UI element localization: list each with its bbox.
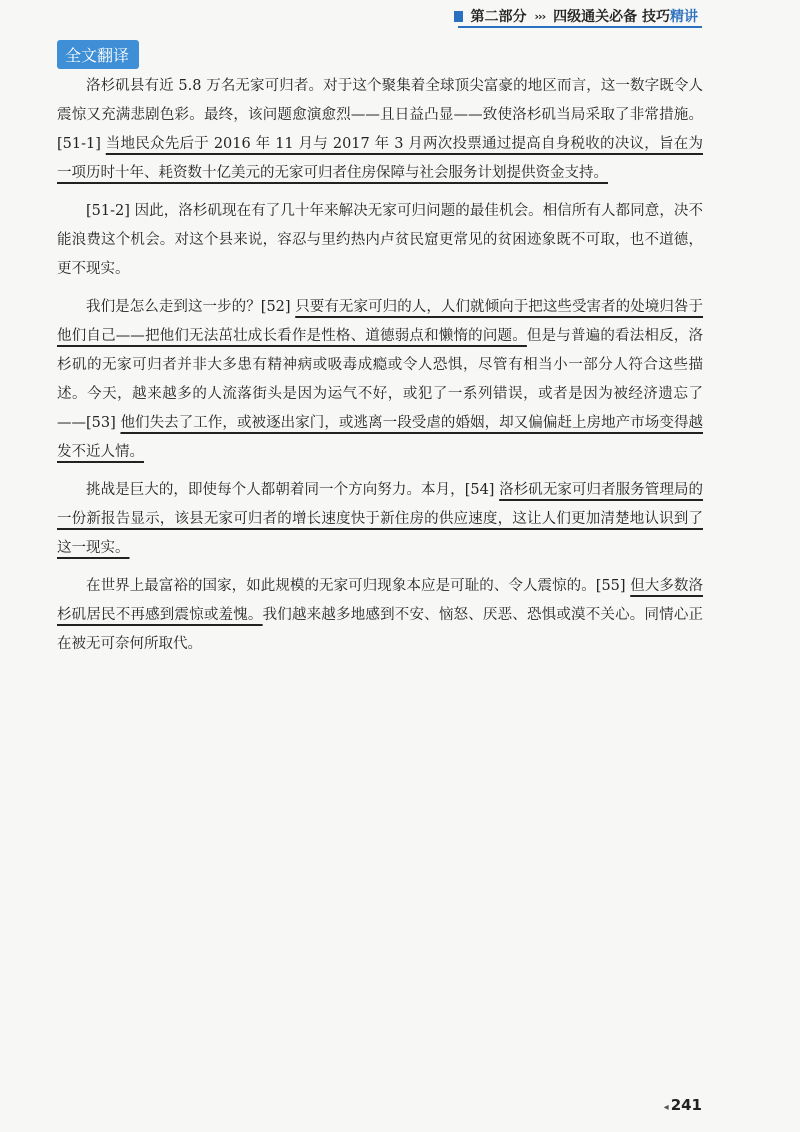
highlighted-sentence: 但大多数洛杉矶居民不再感到震惊或羞愧。	[57, 578, 703, 623]
body-text: [51-2] 因此，洛杉矶现在有了几十年来解决无家可归问题的最佳机会。相信所有人都同意，决不能浪费这个机会。对这个县来说，容忍与里约热内卢贫民窟更常见的贫困迹象既不可取，也不道德，更不现实。	[57, 203, 703, 277]
translation-body	[57, 72, 703, 668]
highlighted-sentence: 洛杉矶无家可归者服务管理局的一份新报告显示，该县无家可归者的增长速度快于新住房的供应速度，这让人们更加清楚地认识到了这一现实。	[57, 482, 704, 556]
triple-chevron-icon: ›››	[534, 9, 546, 23]
square-bullet-icon	[454, 11, 463, 22]
paragraph	[57, 293, 703, 467]
section-title: 全文翻译	[57, 40, 139, 69]
paragraph	[57, 72, 703, 188]
header-title	[553, 6, 698, 26]
header-title-main: 四级通关必备 技巧	[553, 9, 670, 25]
body-text: 在世界上最富裕的国家，如此规模的无家可归现象本应是可耻的、令人震惊的。[55]	[86, 578, 631, 594]
paragraph	[57, 476, 703, 563]
header-part: 第二部分	[470, 9, 527, 25]
highlighted-sentence: 他们失去了工作，或被逐出家门，或逃离一段受虐的婚姻，却又偏偏赶上房地产市场变得越发不近人情。	[57, 415, 704, 460]
paragraph	[57, 572, 703, 659]
header-rule	[458, 26, 702, 28]
body-text: 但是与普遍的看法相反，洛杉矶的无家可归者并非大多患有精神病或吸毒成瘾或令人恐惧，尽管有相当小一部分人符合这些描述。今天，越来越多的人流落街头是因为运气不好，或犯了一系列错误，或者是因为被经济遗忘了——[53]	[57, 328, 704, 431]
highlighted-sentence: 只要有无家可归的人，人们就倾向于把这些受害者的处境归咎于他们自己——把他们无法茁壮成长看作是性格、道德弱点和懒惰的问题。	[57, 299, 704, 344]
body-text: 洛杉矶县有近 5.8 万名无家可归者。对于这个聚集着全球顶尖富豪的地区而言，这一数字既令人震惊又充满悲剧色彩。最终，该问题愈演愈烈——且日益凸显——致使洛杉矶当局采取了非常措施。[51-1]	[57, 78, 703, 152]
paragraph	[57, 197, 703, 284]
body-text: 挑战是巨大的，即使每个人都朝着同一个方向努力。本月，[54]	[86, 482, 500, 498]
body-text: 我们越来越多地感到不安、恼怒、厌恶、恐惧或漠不关心。同情心正在被无可奈何所取代。	[57, 607, 704, 652]
highlighted-sentence: 当地民众先后于 2016 年 11 月与 2017 年 3 月两次投票通过提高自身税收的决议，旨在为一项历时十年、耗资数十亿美元的无家可归者住房保障与社会服务计划提供资金支持。	[57, 136, 703, 181]
page-number	[664, 1096, 702, 1114]
page-marker-icon: ◂	[663, 1102, 669, 1113]
body-text: 我们是怎么走到这一步的？[52]	[86, 299, 296, 315]
page-number-value: 241	[670, 1096, 702, 1114]
header-title-accent: 精讲	[670, 9, 698, 25]
page-header	[454, 6, 698, 26]
